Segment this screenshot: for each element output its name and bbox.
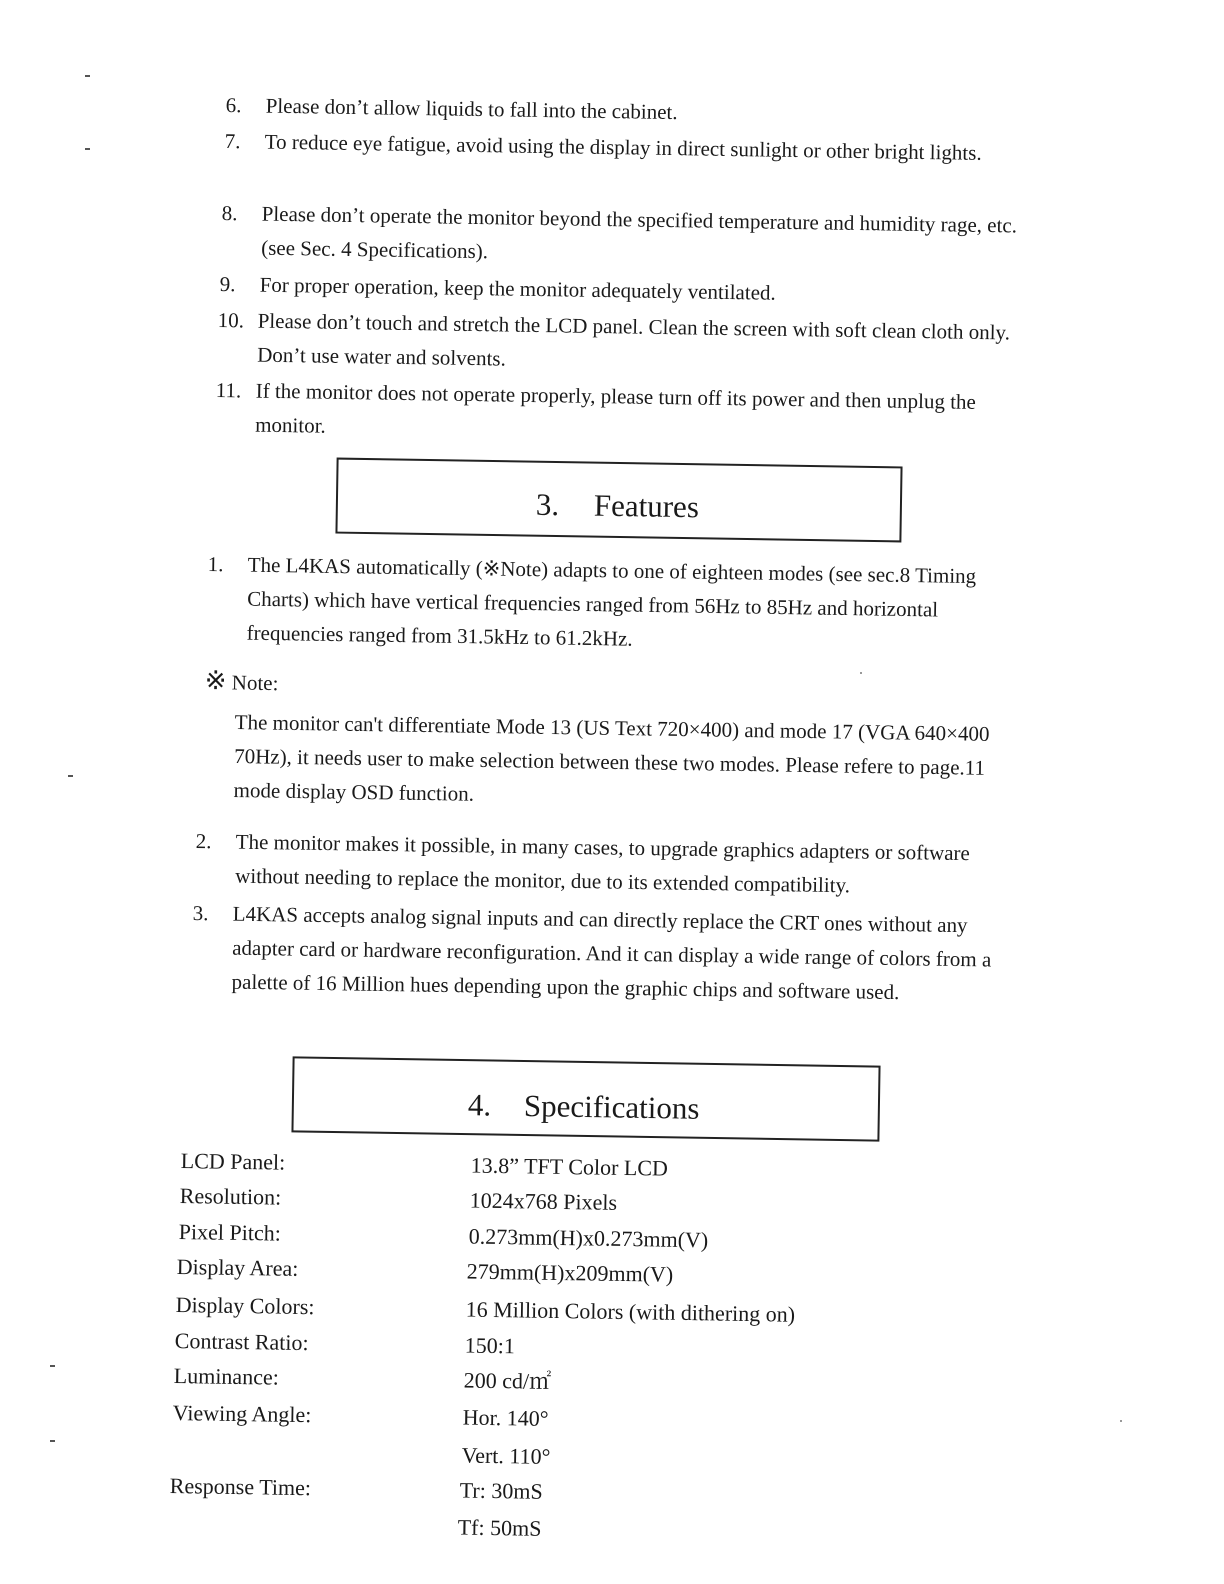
item-number: 1.: [207, 551, 224, 577]
item-text: To reduce eye fatigue, avoid using the display in direct sunlight or other bright lights.: [264, 129, 982, 165]
item-number: 3.: [192, 900, 209, 926]
spec-value: Vert. 110°: [461, 1442, 551, 1469]
item-text: For proper operation, keep the monitor adequately ventilated.: [259, 272, 776, 305]
spec-label: Viewing Angle:: [172, 1399, 312, 1428]
reference-mark-icon: ※: [204, 665, 227, 696]
spec-value: 1024x768 Pixels: [469, 1187, 618, 1215]
spec-value: 150:1: [464, 1332, 516, 1359]
spec-label: Display Area:: [176, 1253, 299, 1281]
item-number: 6.: [225, 92, 242, 118]
scan-mark: [85, 148, 90, 150]
features-heading-box: [335, 458, 902, 543]
scan-dot: [1120, 1420, 1122, 1422]
note-text: The monitor can't differentiate Mode 13 (US Text 720×400) and mode 17 (VGA 640×400 70Hz), it needs user to make selection between these two modes. Please refere to page.11 mode display OSD function.: [233, 709, 990, 806]
item-text: L4KAS accepts analog signal inputs and can directly replace the CRT ones without any adapter card or hardware reconfiguration. And it can display a wide range of colors from a palette of 16 Million hues depending upon the graphic chips and software used.: [231, 901, 992, 1005]
scan-mark: [50, 1365, 55, 1367]
item-text: The L4KAS automatically (※Note) adapts to one of eighteen modes (see sec.8 Timing Charts) which have vertical frequencies ranged from 56Hz to 85Hz and horizontal frequencies ranged from 31.5kHz to 61.2kHz.: [246, 552, 977, 651]
note-label: Note:: [231, 670, 279, 696]
features-heading-number: 3.: [535, 486, 560, 523]
scan-mark: [50, 1440, 55, 1442]
item-number: 9.: [219, 271, 236, 297]
spec-label: Luminance:: [173, 1362, 280, 1390]
item-text: Please don’t touch and stretch the LCD panel. Clean the screen with soft clean cloth only. Don’t use water and solvents.: [257, 308, 1011, 371]
item-number: 8.: [221, 200, 238, 226]
spec-value: Tr: 30mS: [459, 1477, 543, 1504]
item-number: 10.: [217, 307, 245, 333]
spec-label: Pixel Pitch:: [178, 1218, 282, 1246]
scan-mark: [68, 775, 73, 777]
spec-label: LCD Panel:: [180, 1147, 286, 1175]
features-heading: Features: [593, 487, 700, 525]
specifications-heading-box: [291, 1056, 880, 1141]
spec-value: Tf: 50mS: [457, 1514, 542, 1541]
spec-value: 200 cd/㎡: [463, 1367, 552, 1394]
scan-mark: [85, 75, 90, 77]
scan-dot: [860, 672, 862, 674]
specifications-heading: Specifications: [523, 1088, 700, 1126]
item-text: If the monitor does not operate properly, please turn off its power and then unplug the monitor.: [255, 378, 977, 438]
item-number: 11.: [215, 377, 242, 403]
spec-value: 0.273mm(H)x0.273mm(V): [468, 1223, 709, 1253]
spec-value: 16 Million Colors (with dithering on): [465, 1296, 796, 1327]
item-text: Please don’t operate the monitor beyond the specified temperature and humidity rage, etc. (see Sec. 4 Specifications).: [261, 201, 1018, 264]
spec-value: Hor. 140°: [462, 1404, 549, 1431]
spec-label: Contrast Ratio:: [174, 1327, 309, 1356]
spec-value: 279mm(H)x209mm(V): [466, 1258, 674, 1287]
item-text: Please don’t allow liquids to fall into the cabinet.: [265, 93, 678, 125]
spec-label: Resolution:: [179, 1182, 282, 1210]
item-number: 7.: [224, 128, 241, 154]
spec-label: Response Time:: [169, 1472, 312, 1501]
spec-value: 13.8” TFT Color LCD: [470, 1152, 669, 1181]
specifications-heading-number: 4.: [467, 1087, 492, 1123]
item-text: The monitor makes it possible, in many cases, to upgrade graphics adapters or software without needing to replace the monitor, due to its extended compatibility.: [235, 829, 971, 898]
spec-label: Display Colors:: [175, 1291, 315, 1320]
item-number: 2.: [195, 828, 212, 854]
note-heading: [204, 664, 278, 700]
